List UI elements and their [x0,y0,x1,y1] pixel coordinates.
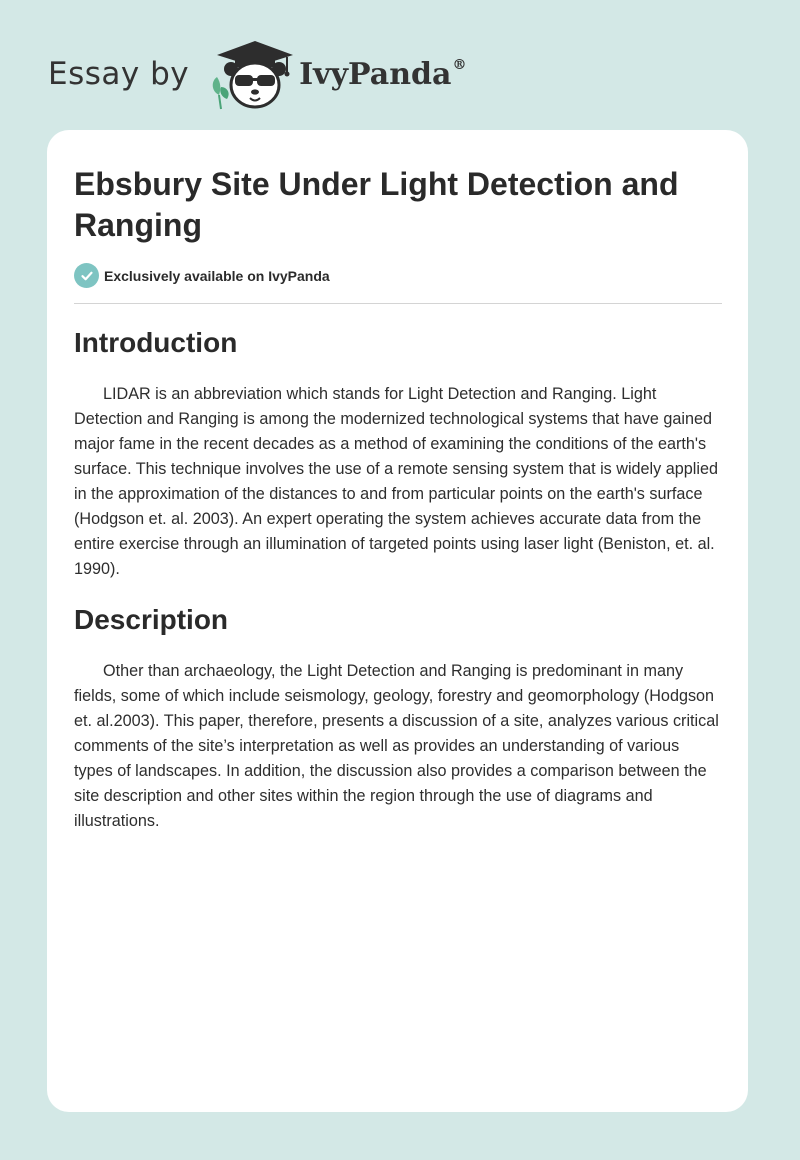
panda-graduate-icon [207,37,295,111]
registered-mark: ® [452,56,467,73]
section-paragraph: LIDAR is an abbreviation which stands for Light Detection and Ranging. Light Detection and Ranging is among the modernized technological systems that have gained major fame in the recent decades as a method of examining the conditions of the earth's surface. This technique involves the use of a remote sensing system that is widely applied in the approximation of the distances to and from particular points on the earth's surface (Hodgson et. al. 2003). An expert operating the system achieves accurate data from the entire exercise through an illumination of targeted points using laser light (Beniston, et. al. 1990). [74,385,718,578]
site-header [48,34,466,114]
essay-by-label: Essay by [48,56,190,92]
section-heading: Description [74,604,229,635]
exclusive-badge [74,263,330,288]
page-title: Ebsbury Site Under Light Detection and Ranging [74,166,679,243]
essay-card [47,130,748,1112]
badge-label: Exclusively available on IvyPanda [104,267,330,284]
section-introduction [74,326,722,582]
brand-name[interactable]: IvyPanda® [299,56,467,92]
check-circle-icon [74,263,99,288]
divider [74,303,722,304]
section-heading: Introduction [74,327,238,358]
section-description [74,603,722,834]
section-paragraph: Other than archaeology, the Light Detection and Ranging is predominant in many fields, some of which include seismology, geology, forestry and geomorphology (Hodgson et. al.2003). This paper, therefore, presents a discussion of a site, analyzes various critical comments of the site’s interpretation as well as provides an understanding of various types of landscapes. In addition, the discussion also provides a comparison between the site description and other sites within the region through the use of diagrams and illustrations. [74,662,719,830]
